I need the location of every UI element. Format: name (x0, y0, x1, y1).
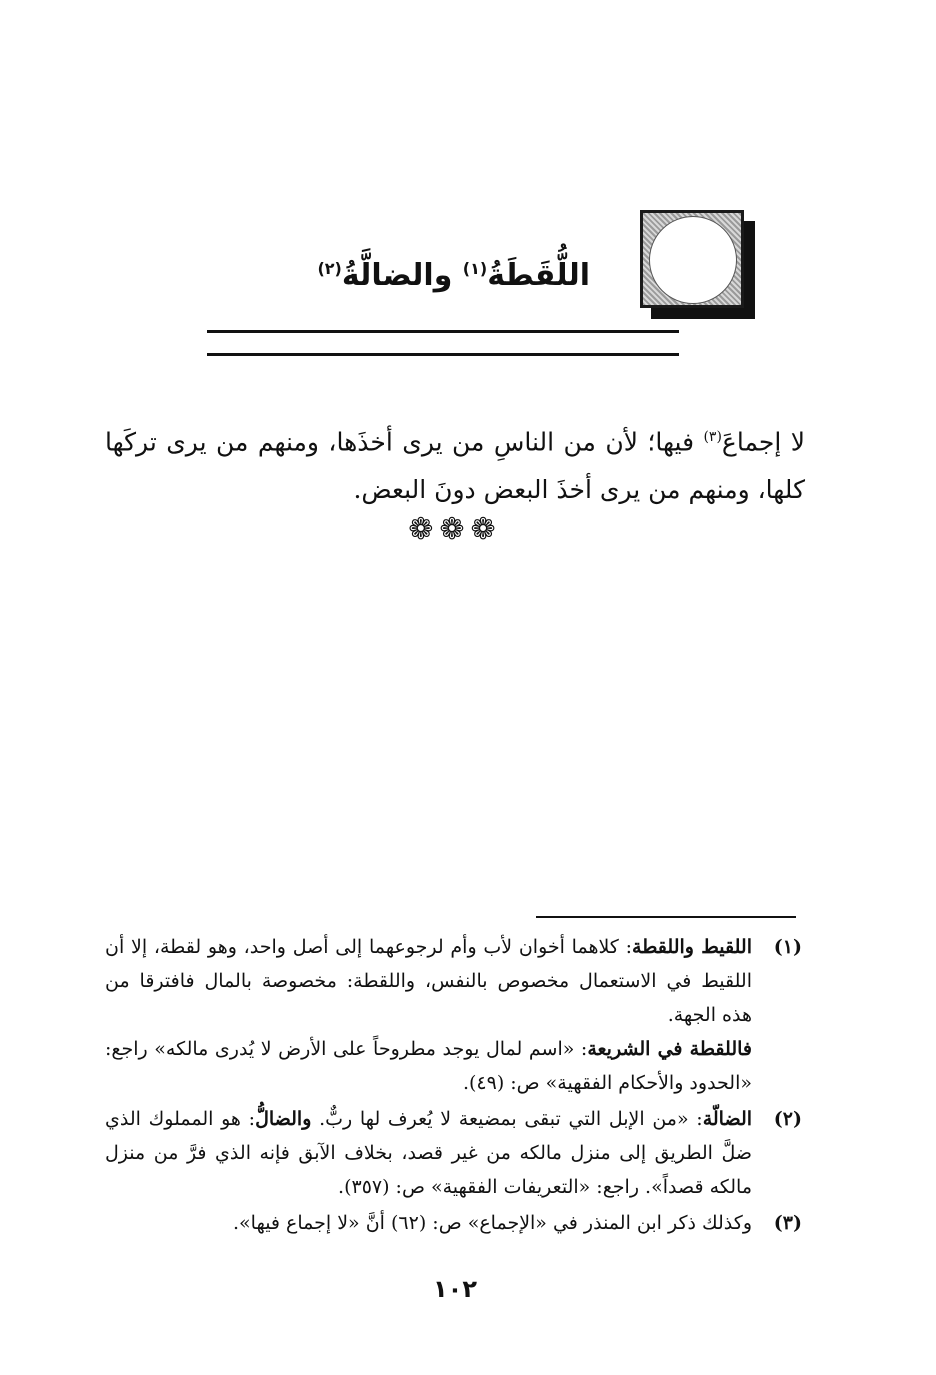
footnote-text (105, 1102, 752, 1204)
footnote-text (105, 1032, 752, 1100)
footnote-body: : «من الإبل التي تبقى بمضيعة لا يُعرف لها ربٌّ. (311, 1108, 703, 1130)
body-text-b: فيها؛ لأن من الناسِ من يرى أخذَها، ومنهم من يرى تركَها كلها، ومنهم من يرى أخذَ البعض دونَ البعض. (105, 427, 805, 505)
body-ref[interactable]: (٣) (703, 429, 722, 445)
footnote-number: (١) (773, 936, 802, 958)
footnote-number: (٢) (773, 1108, 802, 1130)
footnote-text (105, 1206, 752, 1240)
footnote-term: اللقيط واللقطة (632, 936, 752, 958)
footnote-term: فاللقطة في الشريعة (587, 1038, 752, 1060)
body-paragraph (105, 413, 805, 514)
chapter-ornament (640, 210, 744, 308)
title-main: اللُّقَطَةُ (487, 258, 590, 293)
ornament-circle (649, 216, 737, 304)
title-second-ref[interactable]: (٢) (317, 259, 342, 278)
footnote-text (105, 930, 752, 1032)
footnote-body: : كلاهما أخوان لأب وأم لرجوعهما إلى أصل واحد، وهو لقطة، إلا أن اللقيط في الاستعمال مخصوص بالنفس، واللقطة: مخصوصة بالمال فافترقا من هذه الجهة. (105, 936, 752, 1026)
footnotes (105, 930, 802, 1242)
title-rule-top (207, 330, 679, 333)
title-rule-bottom (207, 353, 679, 356)
footnote-rule (536, 916, 796, 918)
page-number: ١٠٢ (433, 1275, 477, 1303)
chapter-title (260, 258, 590, 293)
footnote-body: : هو المملوك الذي ضلَّ الطريق إلى منزل مالكه من غير قصد، بخلاف الآبق فإنه الذي فرَّ من منزل مالكه قصداً». راجع: «التعريفات الفقهية» ص: (٣٥٧). (105, 1108, 752, 1198)
footnote-number: (٣) (773, 1212, 802, 1234)
footnote-3 (105, 1206, 802, 1240)
footnote-body: : «اسم لمال يوجد مطروحاً على الأرض لا يُدرى مالكه» راجع: «الحدود والأحكام الفقهية» ص: (٤٩). (105, 1038, 752, 1094)
footnote-term: والضالُّ (255, 1108, 312, 1130)
body-text-a: لا إجماعَ (721, 427, 805, 457)
title-main-ref[interactable]: (١) (462, 259, 488, 278)
title-second: والضالَّةُ (341, 258, 453, 293)
footnote-term: الضالّة (702, 1108, 753, 1130)
footnote-body: وكذلك ذكر ابن المنذر في «الإجماع» ص: (٦٢) أنَّ «لا إجماع فيها». (232, 1212, 752, 1234)
footnote-1 (105, 930, 802, 1100)
section-separator: ❁❁❁ (408, 512, 502, 547)
footnote-2 (105, 1102, 802, 1204)
